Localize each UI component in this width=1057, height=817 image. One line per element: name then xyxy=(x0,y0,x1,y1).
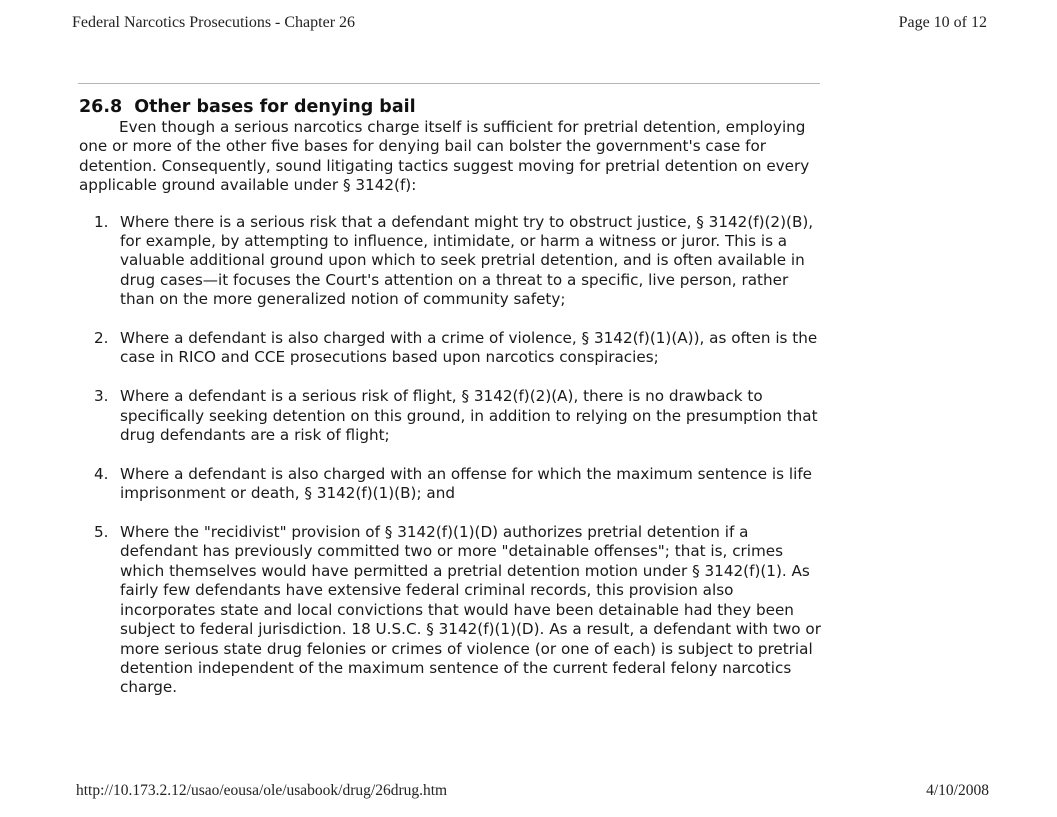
section-title: Other bases for denying bail xyxy=(134,97,416,117)
list-item xyxy=(79,329,824,368)
list-item-text: Where a defendant is a serious risk of flight, § 3142(f)(2)(A), there is no drawback to specifically seeking detention on this ground, in addition to relying on the presumption that drug defendants are a risk of flight; xyxy=(120,387,818,445)
list-item-number: 5. xyxy=(94,523,109,542)
header-divider xyxy=(78,83,820,84)
list-item-text: Where a defendant is also charged with an offense for which the maximum sentence is life imprisonment or death, § 3142(f)(1)(B); and xyxy=(120,464,813,503)
list-item-text: Where there is a serious risk that a defendant might try to obstruct justice, § 3142(f)(2)(B), for example, by attempting to influence, intimidate, or harm a witness or juror. This is a valuable additional ground upon which to seek pretrial detention, and is often available in drug cases—it focuses the Court's attention on a threat to a specific, live person, rather than on the more generalized notion of community safety; xyxy=(120,212,814,309)
list-item-number: 1. xyxy=(94,212,109,231)
list-item xyxy=(79,523,824,698)
list-item xyxy=(79,465,824,504)
page-header-title: Federal Narcotics Prosecutions - Chapter 26 xyxy=(72,14,356,31)
section-heading xyxy=(79,96,824,118)
intro-paragraph: Even though a serious narcotics charge itself is sufficient for pretrial detention, employing one or more of the other five bases for denying bail can bolster the government's case for detention. Consequently, sound litigating tactics suggest moving for pretrial detention on every applicable ground available under § 3142(f): xyxy=(79,118,810,195)
list-item-number: 2. xyxy=(94,329,109,348)
list-item-number: 4. xyxy=(94,464,109,483)
source-url: http://10.173.2.12/usao/eousa/ole/usabook/drug/26drug.htm xyxy=(76,782,448,799)
bases-list xyxy=(79,213,824,698)
page-number: Page 10 of 12 xyxy=(898,14,987,31)
section-number: 26.8 xyxy=(79,97,123,117)
list-item-text: Where a defendant is also charged with a crime of violence, § 3142(f)(1)(A)), as often is the case in RICO and CCE prosecutions based upon narcotics conspiracies; xyxy=(120,329,818,367)
list-item xyxy=(79,213,824,310)
document-body xyxy=(79,96,824,717)
list-item-number: 3. xyxy=(94,387,109,406)
print-date: 4/10/2008 xyxy=(926,782,989,799)
list-item xyxy=(79,387,824,445)
list-item-text: Where the "recidivist" provision of § 3142(f)(1)(D) authorizes pretrial detention if a defendant has previously committed two or more "detainable offenses"; that is, crimes which themselves would have permitted a pretrial detention motion under § 3142(f)(1). As fairly few defendants have extensive federal criminal records, this provision also incorporates state and local convictions that would have been detainable had they been subject to federal jurisdiction. 18 U.S.C. § 3142(f)(1)(D). As a result, a defendant with two or more serious state drug felonies or crimes of violence (or one of each) is subject to pretrial detention independent of the maximum sentence of the current federal felony narcotics charge. xyxy=(120,523,821,697)
